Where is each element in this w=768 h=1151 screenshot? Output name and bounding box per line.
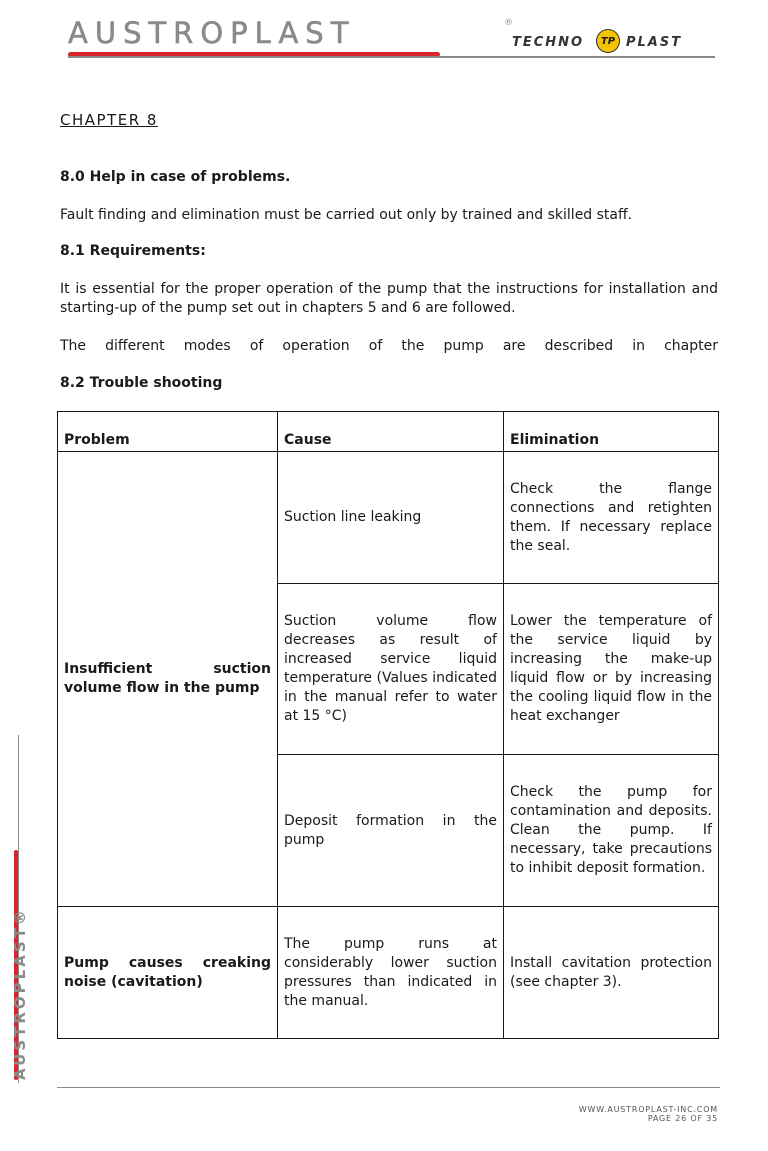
section-80-title: 8.0 Help in case of problems. [60, 169, 291, 185]
austroplast-logo [68, 16, 513, 58]
footer-website: WWW.AUSTROPLAST-INC.COM [578, 1105, 718, 1114]
elimination-cell: Check the flange connections and retighten them. If necessary replace the seal. [504, 452, 719, 584]
technoplast-logo [508, 33, 713, 55]
header-elimination: Elimination [504, 412, 719, 452]
footer-page-number: PAGE 26 OF 35 [647, 1114, 718, 1123]
table-row [58, 452, 719, 584]
section-81-text: It is essential for the proper operation of the pump that the instructions for installation and starting-up of the pump set out in chapters 5 and 6 are followed. [60, 281, 718, 316]
problem-cell: Insufficient suction volume flow in the pump [58, 452, 278, 907]
chapter-title: CHAPTER 8 [60, 111, 158, 129]
section-80-text: Fault finding and elimination must be carried out only by trained and skilled staff. [60, 207, 633, 223]
section-81-title: 8.1 Requirements: [60, 243, 206, 259]
header-cause: Cause [278, 412, 504, 452]
technoplast-right-text: PLAST [626, 35, 683, 50]
section-82-title: 8.2 Trouble shooting [60, 375, 223, 391]
section-81-text2: The different modes of operation of the pump are described in chapter [60, 338, 718, 354]
header-divider [68, 56, 715, 58]
tp-badge-icon: TP [596, 29, 620, 53]
elimination-cell: Lower the temperature of the service liquid by increasing the make-up liquid flow or by increasing the cooling liquid flow in the heat exchanger [504, 584, 719, 755]
header-problem: Problem [58, 412, 278, 452]
side-logo [0, 850, 29, 1080]
registered-mark: ® [504, 18, 513, 28]
cause-cell: The pump runs at considerably lower suction pressures than indicated in the manual. [278, 907, 504, 1039]
cause-cell: Suction line leaking [278, 452, 504, 584]
footer-divider [57, 1087, 720, 1088]
table-header-row [58, 412, 719, 452]
elimination-cell: Check the pump for contamination and deposits. Clean the pump. If necessary, take precautions to inhibit deposit formation. [504, 755, 719, 907]
elimination-cell: Install cavitation protection (see chapter 3). [504, 907, 719, 1039]
side-logo-text: AUSTROPLAST® [11, 907, 29, 1080]
cause-cell: Deposit formation in the pump [278, 755, 504, 907]
logo-wordmark: AUSTROPLAST [68, 16, 356, 50]
trouble-shooting-table [57, 411, 719, 1039]
problem-cell: Pump causes creaking noise (cavitation) [58, 907, 278, 1039]
table-row [58, 907, 719, 1039]
cause-cell: Suction volume flow decreases as result of increased service liquid temperature (Values indicated in the manual refer to water at 15 °C) [278, 584, 504, 755]
technoplast-left-text: TECHNO [512, 35, 585, 50]
